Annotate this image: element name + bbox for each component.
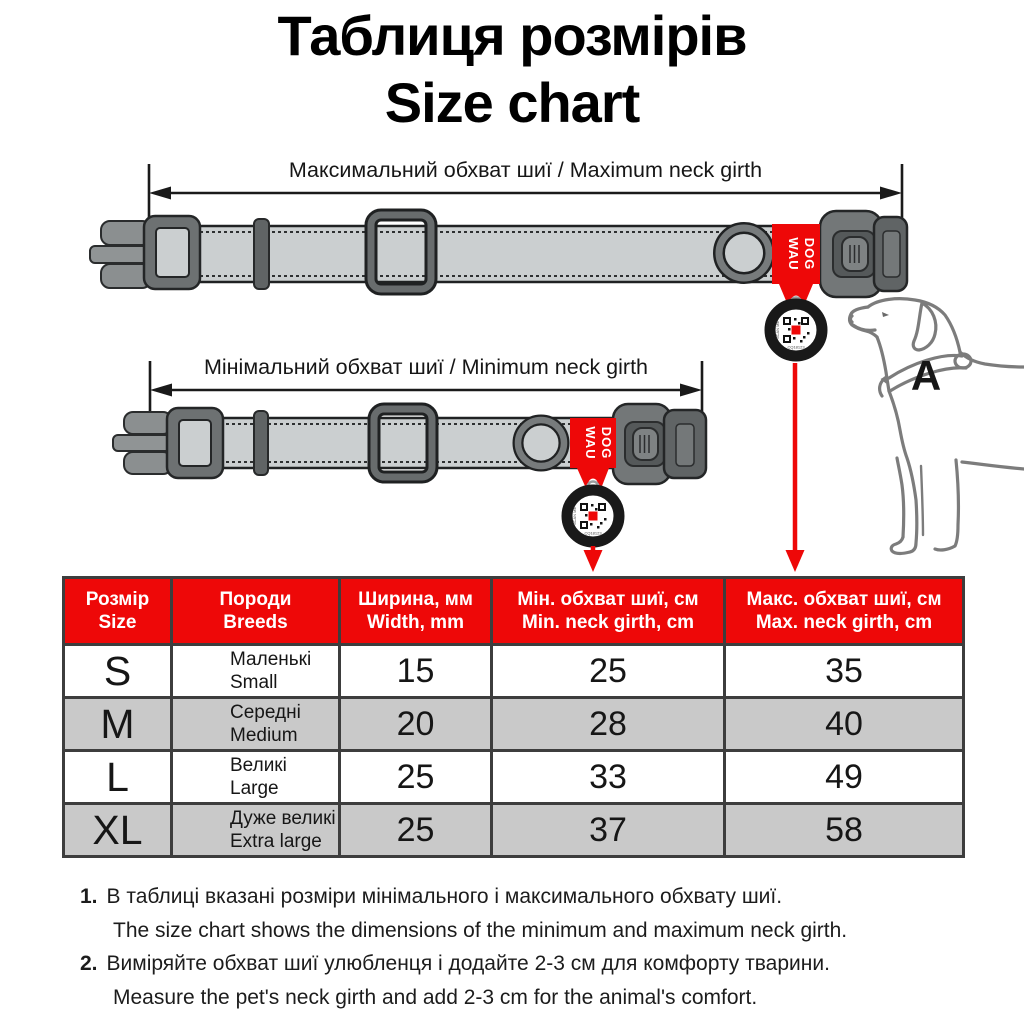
table-cell-width: 25 — [341, 752, 490, 802]
note-1-en: The size chart shows the dimensions of the minimum and maximum neck girth. — [113, 918, 848, 942]
table-cell-size: L — [65, 752, 170, 802]
note-2 — [80, 947, 980, 1014]
dog-belly-line — [962, 462, 1024, 469]
waudog-brand-label — [570, 418, 616, 489]
arrow-to-min-column — [584, 546, 603, 572]
dog-eye — [882, 312, 889, 317]
table-cell-max-girth: 40 — [726, 699, 962, 749]
table-cell-width: 25 — [341, 805, 490, 855]
table-cell-min-girth: 33 — [493, 752, 723, 802]
collar-buckle-female — [613, 404, 706, 484]
table-cell-min-girth: 25 — [493, 646, 723, 696]
brand-text-wau: WAU — [583, 426, 598, 460]
note-1 — [80, 880, 980, 947]
page-title-uk: Таблиця розмірів — [277, 4, 747, 67]
notes — [80, 880, 980, 1014]
table-cell-breeds: Середні Medium — [173, 699, 338, 749]
table-cell-min-girth: 28 — [493, 699, 723, 749]
table-cell-size: M — [65, 699, 170, 749]
dog-muzzle-outline — [850, 307, 877, 337]
qr-pet-tag — [567, 482, 619, 543]
waudog-brand-label — [772, 224, 820, 307]
dog-far-leg — [921, 466, 923, 535]
header-width: Ширина, мм Width, mm — [341, 579, 490, 643]
table-cell-max-girth: 35 — [726, 646, 962, 696]
note-2-en: Measure the pet's neck girth and add 2-3 cm for the animal's comfort. — [113, 985, 758, 1009]
page-title — [0, 2, 1024, 136]
tag-scan-me-text: SCAN ME — [775, 320, 780, 340]
table-cell-size: S — [65, 646, 170, 696]
dog-ear — [913, 303, 936, 350]
qr-pet-tag — [770, 298, 822, 357]
table-cell-max-girth: 58 — [726, 805, 962, 855]
collar-min-diagram — [113, 404, 706, 542]
collar-keeper — [254, 219, 269, 289]
table-cell-min-girth: 37 — [493, 805, 723, 855]
arrow-to-max-column — [786, 363, 805, 572]
collar-buckle-male — [113, 408, 223, 478]
table-cell-width: 15 — [341, 646, 490, 696]
table-cell-width: 20 — [341, 699, 490, 749]
header-breeds: Породи Breeds — [173, 579, 338, 643]
collar-buckle-male — [90, 216, 200, 289]
brand-text-wau: WAU — [786, 237, 801, 271]
dog-front-leg-back — [897, 458, 904, 537]
header-max-girth: Макс. обхват шиї, см Max. neck girth, cm — [726, 579, 962, 643]
table-cell-max-girth: 49 — [726, 752, 962, 802]
note-2-uk: 2. Виміряйте обхват шиї улюбленця і додайте 2-3 см для комфорту тварини. — [80, 952, 830, 975]
brand-text-dog: DOG — [802, 237, 817, 271]
table-cell-breeds: Дуже великі Extra large — [173, 805, 338, 855]
collar-buckle-female — [820, 211, 907, 297]
header-size: Розмір Size — [65, 579, 170, 643]
dog-hind-leg — [935, 460, 958, 550]
collar-max-diagram — [90, 211, 907, 356]
page-title-en: Size chart — [384, 71, 640, 134]
max-girth-label: Максимальний обхват шиї / Maximum neck girth — [288, 158, 763, 182]
header-min-girth: Мін. обхват шиї, см Min. neck girth, cm — [493, 579, 723, 643]
dog-illustration — [850, 299, 1024, 554]
table-cell-breeds: Великі Large — [173, 752, 338, 802]
table-cell-breeds: Маленькі Small — [173, 646, 338, 696]
dog-mouth-line — [853, 325, 875, 330]
collar-keeper — [254, 411, 268, 475]
tag-code-text: CQ18123 — [584, 530, 602, 536]
min-girth-label: Мінімальний обхват шиї / Minimum neck girth — [203, 355, 648, 379]
table-cell-size: XL — [65, 805, 170, 855]
dog-neck-front — [877, 337, 889, 391]
note-1-uk: 1. В таблиці вказані розміри мінімального і максимального обхвату шиї. — [80, 885, 783, 908]
size-table — [62, 576, 965, 858]
dog-nostril — [851, 316, 853, 322]
tag-scan-me-text: SCAN ME — [572, 506, 577, 526]
tag-code-text: CQ18123 — [787, 344, 805, 350]
dog-front-paw — [891, 537, 910, 553]
neck-girth-letter: A — [910, 352, 942, 399]
brand-text-dog: DOG — [599, 426, 614, 460]
